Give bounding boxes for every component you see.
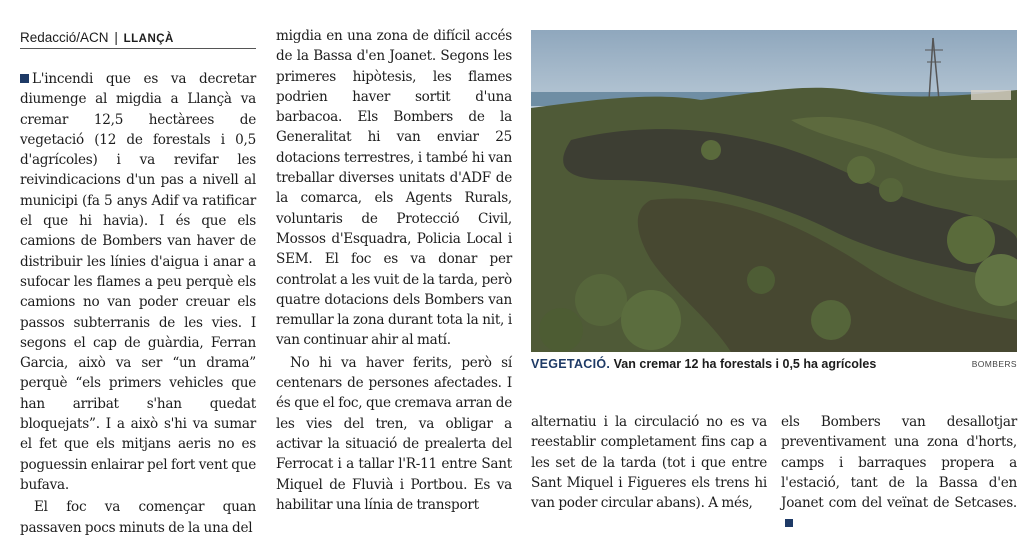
byline-location: LLANÇÀ <box>123 33 174 45</box>
article-paragraph: L'incendi que es va decretar diumenge al migdia a Llançà va cremar 12,5 hectàrees de vegetació (12 de forestals i 0,5 d'agrícoles) i va revifar les reivindicacions d'un pas a nivell al municipi (fa 5 anys Adif va ratificar el que hi havia). I és que els camions de Bombers van haver de distribuir les línies d'aigua i anar a sufocar les flames a peu perquè els camions no van poder creuar els passos subterranis de les vies. I segons el cap de guàrdia, Ferran Garcia, això va ser “un drama” perquè “els primers vehicles que han arribat s'han quedat bloquejats”. I a això s'hi va sumar el fet que els mitjans aeris no es poguessin enlairar pel fort vent que bufava. <box>20 71 256 493</box>
wildfire-photo <box>531 30 1017 352</box>
lead-marker-icon <box>20 74 29 83</box>
article-column-2 <box>276 26 512 515</box>
article-column-1 <box>20 69 256 538</box>
byline-author: Redacció/ACN <box>20 30 109 45</box>
byline-separator: | <box>114 30 118 45</box>
article-column-3 <box>531 412 767 513</box>
article-paragraph: No hi va haver ferits, però sí centenars de persones afectades. I és que el foc, que cremava arran de les vies del tren, va obligar a activar la situació de prealerta del Ferrocat i a tallar l'R-11 entre Sant Miquel de Fluvià i Portbou. Es va habilitar una línia de transport <box>276 354 512 513</box>
caption-text: Van cremar 12 ha forestals i 0,5 ha agrícoles <box>613 357 877 371</box>
photo-caption <box>531 357 1017 371</box>
article-end-icon <box>785 519 793 527</box>
byline <box>20 30 256 49</box>
burnt-hillside-image <box>531 30 1017 352</box>
article-paragraph: alternatiu i la circulació no es va reestablir completament fins cap a les set de la tarda (tot i que entre Sant Miquel i Figueres els trens hi van poder circular abans). A més, <box>531 414 767 512</box>
photo-credit: BOMBERS <box>971 359 1017 369</box>
article-paragraph: migdia en una zona de difícil accés de la Bassa d'en Joanet. Segons les primeres hipòtesis, les flames podrien haver sortit d'una barbacoa. Els Bombers de la Generalitat hi van enviar 25 dotacions terrestres, i també hi van treballar diverses unitats d'ADF de la comarca, els Agents Rurals, voluntaris de Protecció Civil, Mossos d'Esquadra, Policia Local i SEM. El foc es va donar per controlat a les vuit de la tarda, però quatre dotacions dels Bombers van remullar la zona durant tota la nit, i van continuar ahir al matí. <box>276 28 512 349</box>
article-paragraph: El foc va començar quan passaven pocs minuts de la una del <box>20 499 256 536</box>
article-column-4 <box>781 412 1017 534</box>
caption-label: VEGETACIÓ. <box>531 357 611 371</box>
article-paragraph: els Bombers van desallotjar preventivament una zona d'horts, camps i barraques propera a l'estació, tant de la Bassa d'en Joanet com del veïnat de Setcases. <box>781 412 1017 534</box>
